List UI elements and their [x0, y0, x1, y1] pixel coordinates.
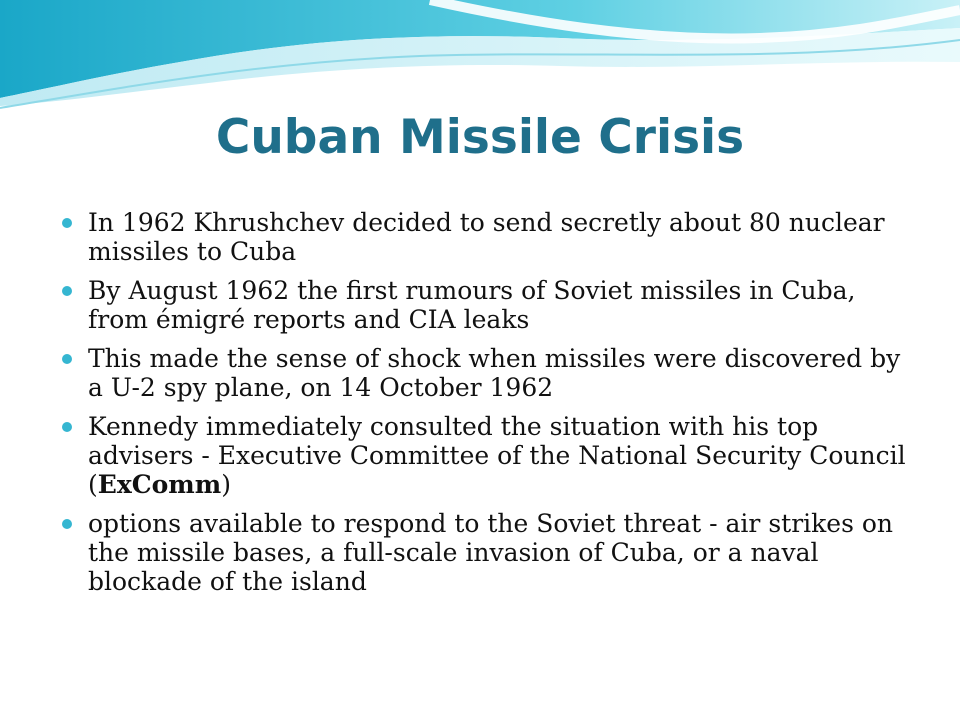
bullet-item — [62, 509, 922, 596]
bullet-dot-icon — [62, 218, 72, 228]
bullet-dot-icon — [62, 422, 72, 432]
slide-title: Cuban Missile Crisis — [215, 110, 745, 165]
bullet-text: By August 1962 the first rumours of Soviet missiles in Cuba, from émigré reports and CIA leaks — [88, 276, 856, 334]
bullet-text-bold: ExComm — [97, 470, 222, 499]
bullet-text-before: Kennedy immediately consulted the situation with his top advisers - Executive Committee of the National Security Council ( — [88, 412, 906, 499]
wave-header-decoration — [0, 0, 960, 120]
bullet-item — [62, 412, 922, 499]
bullet-list — [62, 208, 922, 606]
bullet-item — [62, 276, 922, 334]
bullet-item — [62, 344, 922, 402]
bullet-item — [62, 208, 922, 266]
bullet-text: options available to respond to the Soviet threat - air strikes on the missile bases, a full-scale invasion of Cuba, or a naval blockade of the island — [88, 509, 894, 596]
bullet-text-after: ) — [221, 470, 231, 499]
bullet-dot-icon — [62, 519, 72, 529]
bullet-dot-icon — [62, 354, 72, 364]
bullet-text: This made the sense of shock when missiles were discovered by a U-2 spy plane, on 14 October 1962 — [88, 344, 901, 402]
bullet-dot-icon — [62, 286, 72, 296]
bullet-text: In 1962 Khrushchev decided to send secretly about 80 nuclear missiles to Cuba — [88, 208, 885, 266]
